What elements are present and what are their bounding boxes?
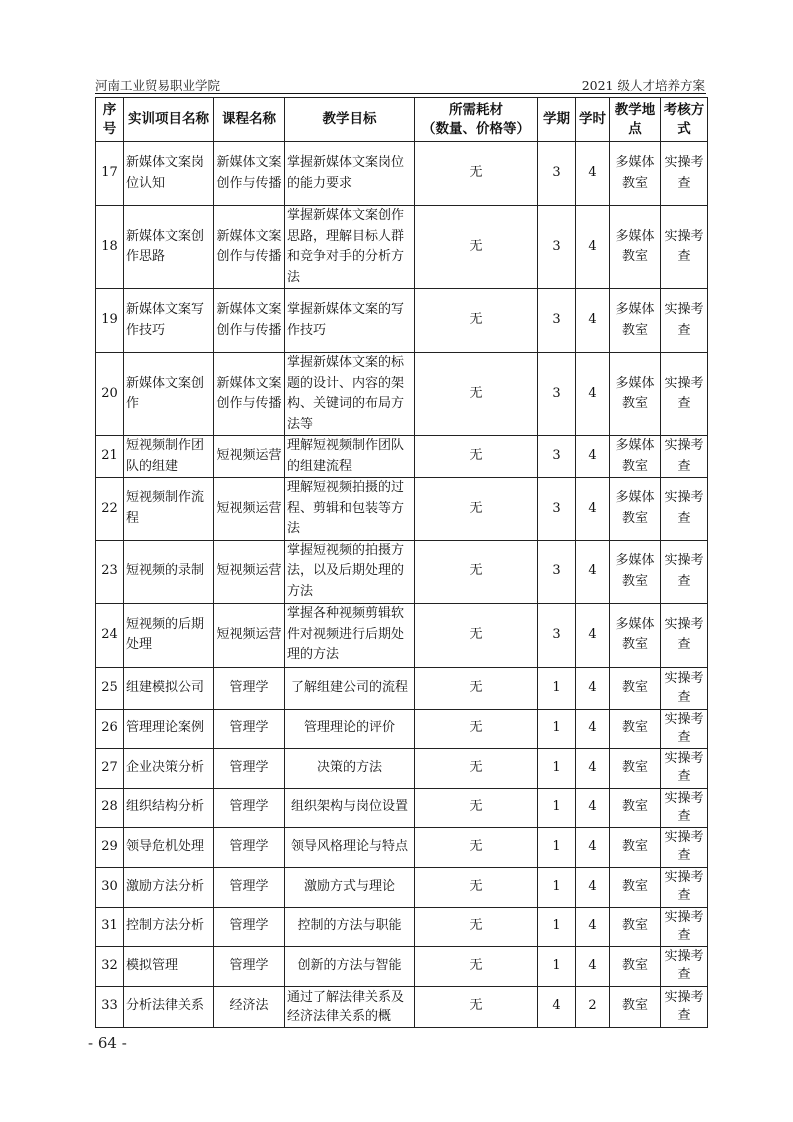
cell-assessment: 实操考查	[661, 289, 708, 353]
cell-place: 教室	[610, 667, 661, 709]
table-row	[96, 478, 708, 541]
table-header-row	[96, 98, 708, 142]
cell-course: 新媒体文案创作与传播	[214, 206, 285, 289]
cell-project: 新媒体文案写作技巧	[124, 289, 214, 353]
cell-hours: 4	[576, 907, 610, 946]
cell-project: 短视频制作团队的组建	[124, 436, 214, 478]
cell-project: 新媒体文案岗位认知	[124, 142, 214, 206]
cell-hours: 4	[576, 667, 610, 709]
cell-course: 短视频运营	[214, 603, 285, 667]
cell-course: 管理学	[214, 788, 285, 827]
header-place: 教学地点	[610, 98, 661, 142]
cell-no: 21	[96, 436, 124, 478]
cell-place: 教室	[610, 748, 661, 788]
cell-credits: 3	[538, 289, 576, 353]
cell-course: 短视频运营	[214, 540, 285, 603]
cell-hours: 4	[576, 867, 610, 907]
cell-hours: 4	[576, 478, 610, 541]
cell-hours: 4	[576, 353, 610, 436]
header-credits: 学期	[538, 98, 576, 142]
cell-course: 管理学	[214, 907, 285, 946]
cell-project: 新媒体文案创作	[124, 353, 214, 436]
cell-materials: 无	[415, 436, 538, 478]
cell-assessment: 实操考查	[661, 206, 708, 289]
table-row	[96, 289, 708, 353]
table-row	[96, 436, 708, 478]
cell-project: 短视频的后期处理	[124, 603, 214, 667]
cell-assessment: 实操考查	[661, 867, 708, 907]
cell-materials: 无	[415, 667, 538, 709]
cell-materials: 无	[415, 142, 538, 206]
cell-hours: 4	[576, 142, 610, 206]
cell-assessment: 实操考查	[661, 142, 708, 206]
cell-project: 新媒体文案创作思路	[124, 206, 214, 289]
cell-hours: 4	[576, 603, 610, 667]
cell-hours: 4	[576, 788, 610, 827]
cell-credits: 1	[538, 827, 576, 867]
cell-credits: 3	[538, 353, 576, 436]
cell-credits: 3	[538, 206, 576, 289]
cell-course: 短视频运营	[214, 436, 285, 478]
cell-no: 29	[96, 827, 124, 867]
table-row	[96, 206, 708, 289]
cell-course: 经济法	[214, 986, 285, 1027]
cell-place: 教室	[610, 827, 661, 867]
cell-materials: 无	[415, 748, 538, 788]
cell-project: 管理理论案例	[124, 709, 214, 748]
cell-materials: 无	[415, 289, 538, 353]
cell-materials: 无	[415, 907, 538, 946]
cell-place: 多媒体教室	[610, 436, 661, 478]
cell-assessment: 实操考查	[661, 748, 708, 788]
cell-assessment: 实操考查	[661, 478, 708, 541]
cell-credits: 1	[538, 867, 576, 907]
cell-assessment: 实操考查	[661, 709, 708, 748]
cell-materials: 无	[415, 353, 538, 436]
table-row	[96, 986, 708, 1027]
cell-no: 33	[96, 986, 124, 1027]
cell-goal: 通过了解法律关系及经济法律关系的概	[285, 986, 415, 1027]
cell-course: 管理学	[214, 709, 285, 748]
table-row	[96, 748, 708, 788]
cell-project: 短视频制作流程	[124, 478, 214, 541]
cell-no: 19	[96, 289, 124, 353]
cell-place: 教室	[610, 907, 661, 946]
cell-place: 多媒体教室	[610, 603, 661, 667]
cell-hours: 4	[576, 748, 610, 788]
cell-goal: 理解短视频制作团队的组建流程	[285, 436, 415, 478]
cell-assessment: 实操考查	[661, 907, 708, 946]
cell-no: 23	[96, 540, 124, 603]
cell-credits: 4	[538, 986, 576, 1027]
cell-no: 32	[96, 946, 124, 986]
cell-course: 管理学	[214, 946, 285, 986]
cell-no: 24	[96, 603, 124, 667]
table-row	[96, 353, 708, 436]
cell-goal: 管理理论的评价	[285, 709, 415, 748]
cell-credits: 3	[538, 478, 576, 541]
cell-course: 管理学	[214, 748, 285, 788]
page-header	[95, 74, 705, 94]
cell-project: 组建模拟公司	[124, 667, 214, 709]
cell-no: 30	[96, 867, 124, 907]
cell-course: 新媒体文案创作与传播	[214, 353, 285, 436]
cell-project: 分析法律关系	[124, 986, 214, 1027]
table-row	[96, 907, 708, 946]
cell-no: 20	[96, 353, 124, 436]
school-name: 河南工业贸易职业学院	[95, 78, 221, 93]
header-materials	[415, 98, 538, 142]
header-divider	[95, 93, 706, 94]
cell-no: 27	[96, 748, 124, 788]
cell-credits: 3	[538, 142, 576, 206]
cell-goal: 领导风格理论与特点	[285, 827, 415, 867]
header-assessment: 考核方式	[661, 98, 708, 142]
page-number: - 64 -	[88, 1034, 127, 1052]
cell-credits: 3	[538, 436, 576, 478]
cell-goal: 了解组建公司的流程	[285, 667, 415, 709]
header-hours: 学时	[576, 98, 610, 142]
table-row	[96, 788, 708, 827]
table-row	[96, 603, 708, 667]
cell-place: 多媒体教室	[610, 353, 661, 436]
table-row	[96, 827, 708, 867]
cell-credits: 3	[538, 603, 576, 667]
cell-place: 多媒体教室	[610, 540, 661, 603]
cell-project: 组织结构分析	[124, 788, 214, 827]
header-goal: 教学目标	[285, 98, 415, 142]
cell-hours: 4	[576, 709, 610, 748]
table-row	[96, 142, 708, 206]
cell-goal: 掌握各种视频剪辑软件对视频进行后期处理的方法	[285, 603, 415, 667]
cell-assessment: 实操考查	[661, 946, 708, 986]
cell-goal: 掌握短视频的拍摄方法，以及后期处理的方法	[285, 540, 415, 603]
cell-hours: 4	[576, 206, 610, 289]
header-materials-sub: （数量、价格等）	[422, 120, 530, 137]
cell-credits: 1	[538, 709, 576, 748]
cell-no: 26	[96, 709, 124, 748]
cell-goal: 创新的方法与智能	[285, 946, 415, 986]
cell-materials: 无	[415, 867, 538, 907]
cell-course: 管理学	[214, 667, 285, 709]
cell-place: 教室	[610, 867, 661, 907]
table-row	[96, 946, 708, 986]
cell-place: 多媒体教室	[610, 289, 661, 353]
cell-project: 模拟管理	[124, 946, 214, 986]
cell-assessment: 实操考查	[661, 603, 708, 667]
cell-materials: 无	[415, 827, 538, 867]
cell-materials: 无	[415, 478, 538, 541]
cell-place: 教室	[610, 986, 661, 1027]
cell-hours: 4	[576, 436, 610, 478]
header-project: 实训项目名称	[124, 98, 214, 142]
cell-materials: 无	[415, 986, 538, 1027]
cell-assessment: 实操考查	[661, 986, 708, 1027]
cell-course: 短视频运营	[214, 478, 285, 541]
cell-place: 教室	[610, 788, 661, 827]
cell-course: 新媒体文案创作与传播	[214, 289, 285, 353]
cell-goal: 理解短视频拍摄的过程、剪辑和包装等方法	[285, 478, 415, 541]
cell-hours: 4	[576, 540, 610, 603]
cell-hours: 2	[576, 986, 610, 1027]
cell-credits: 3	[538, 540, 576, 603]
cell-materials: 无	[415, 603, 538, 667]
header-materials-label: 所需耗材	[449, 101, 503, 118]
cell-no: 22	[96, 478, 124, 541]
cell-credits: 1	[538, 748, 576, 788]
cell-place: 教室	[610, 946, 661, 986]
cell-goal: 决策的方法	[285, 748, 415, 788]
cell-credits: 1	[538, 907, 576, 946]
cell-goal: 掌握新媒体文案创作思路，理解目标人群和竞争对手的分析方法	[285, 206, 415, 289]
cell-no: 28	[96, 788, 124, 827]
cell-no: 25	[96, 667, 124, 709]
cell-hours: 4	[576, 289, 610, 353]
cell-goal: 组织架构与岗位设置	[285, 788, 415, 827]
cell-place: 教室	[610, 709, 661, 748]
cell-no: 17	[96, 142, 124, 206]
cell-assessment: 实操考查	[661, 353, 708, 436]
cell-goal: 掌握新媒体文案的标题的设计、内容的架构、关键词的布局方法等	[285, 353, 415, 436]
cell-place: 多媒体教室	[610, 478, 661, 541]
cell-assessment: 实操考查	[661, 540, 708, 603]
cell-goal: 激励方式与理论	[285, 867, 415, 907]
cell-course: 新媒体文案创作与传播	[214, 142, 285, 206]
document-title: 2021 级人才培养方案	[581, 78, 705, 93]
table-row	[96, 667, 708, 709]
cell-no: 18	[96, 206, 124, 289]
cell-no: 31	[96, 907, 124, 946]
cell-project: 领导危机处理	[124, 827, 214, 867]
cell-course: 管理学	[214, 827, 285, 867]
cell-goal: 控制的方法与职能	[285, 907, 415, 946]
cell-project: 企业决策分析	[124, 748, 214, 788]
cell-materials: 无	[415, 788, 538, 827]
cell-goal: 掌握新媒体文案的写作技巧	[285, 289, 415, 353]
cell-hours: 4	[576, 946, 610, 986]
cell-goal: 掌握新媒体文案岗位的能力要求	[285, 142, 415, 206]
cell-assessment: 实操考查	[661, 827, 708, 867]
cell-credits: 1	[538, 946, 576, 986]
cell-hours: 4	[576, 827, 610, 867]
table-row	[96, 867, 708, 907]
table-row	[96, 709, 708, 748]
cell-credits: 1	[538, 667, 576, 709]
cell-project: 控制方法分析	[124, 907, 214, 946]
cell-course: 管理学	[214, 867, 285, 907]
cell-materials: 无	[415, 206, 538, 289]
table-row	[96, 540, 708, 603]
cell-place: 多媒体教室	[610, 206, 661, 289]
cell-project: 短视频的录制	[124, 540, 214, 603]
cell-assessment: 实操考查	[661, 788, 708, 827]
cell-place: 多媒体教室	[610, 142, 661, 206]
cell-materials: 无	[415, 540, 538, 603]
header-course: 课程名称	[214, 98, 285, 142]
cell-project: 激励方法分析	[124, 867, 214, 907]
cell-credits: 1	[538, 788, 576, 827]
cell-assessment: 实操考查	[661, 436, 708, 478]
cell-materials: 无	[415, 946, 538, 986]
cell-materials: 无	[415, 709, 538, 748]
training-plan-table	[95, 97, 708, 1028]
header-no: 序号	[96, 98, 124, 142]
cell-assessment: 实操考查	[661, 667, 708, 709]
